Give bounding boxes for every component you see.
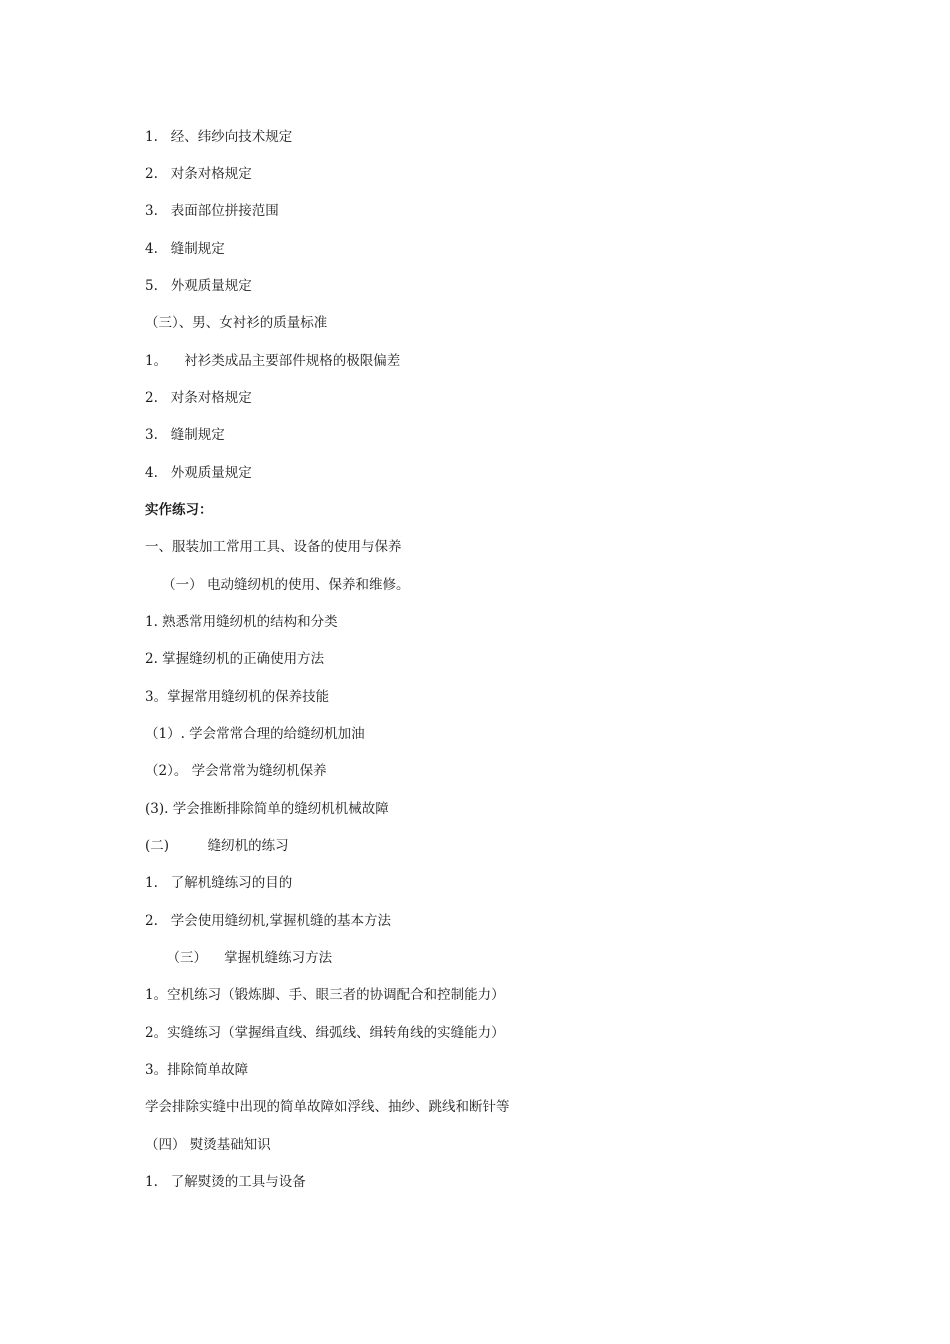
subsection-heading: （四） 熨烫基础知识: [145, 1137, 271, 1153]
list-item: 3. 缝制规定: [145, 427, 225, 443]
list-item: 1. 熟悉常用缝纫机的结构和分类: [145, 614, 338, 630]
paragraph: 学会排除实缝中出现的简单故障如浮线、抽纱、跳线和断针等: [145, 1099, 510, 1115]
subsection-heading: （一） 电动缝纫机的使用、保养和维修。: [145, 577, 410, 593]
section-heading: （三）、男、女衬衫的质量标准: [145, 315, 328, 331]
list-item: 2. 对条对格规定: [145, 390, 252, 406]
list-item: 2. 掌握缝纫机的正确使用方法: [145, 651, 325, 667]
list-item: 1。 衬衫类成品主要部件规格的极限偏差: [145, 353, 401, 369]
list-item: 3。排除简单故障: [145, 1062, 249, 1078]
list-item: 5. 外观质量规定: [145, 278, 252, 294]
list-item: （1）. 学会常常合理的给缝纫机加油: [145, 726, 365, 742]
list-item: 2. 学会使用缝纫机,掌握机缝的基本方法: [145, 913, 392, 929]
list-item: 2. 对条对格规定: [145, 166, 252, 182]
list-item: 4. 缝制规定: [145, 241, 225, 257]
list-item: 3. 表面部位拼接范围: [145, 203, 279, 219]
section-title: 实作练习：: [145, 502, 213, 518]
list-item: 1. 了解机缝练习的目的: [145, 875, 293, 891]
list-item: （2）。 学会常常为缝纫机保养: [145, 763, 327, 779]
subsection-heading: （三） 掌握机缝练习方法: [145, 950, 333, 966]
list-item: 1。空机练习（锻炼脚、手、眼三者的协调配合和控制能力）: [145, 987, 505, 1003]
list-item: 3。掌握常用缝纫机的保养技能: [145, 689, 330, 705]
list-item: 1. 了解熨烫的工具与设备: [145, 1174, 306, 1190]
list-item: (3). 学会推断排除简单的缝纫机机械故障: [145, 801, 389, 817]
list-item: 2。实缝练习（掌握缉直线、缉弧线、缉转角线的实缝能力）: [145, 1025, 505, 1041]
list-item: 1. 经、纬纱向技术规定: [145, 129, 293, 145]
section-heading: 一、服装加工常用工具、设备的使用与保养: [145, 539, 402, 555]
subsection-heading: (二) 缝纫机的练习: [145, 838, 289, 854]
list-item: 4. 外观质量规定: [145, 465, 252, 481]
